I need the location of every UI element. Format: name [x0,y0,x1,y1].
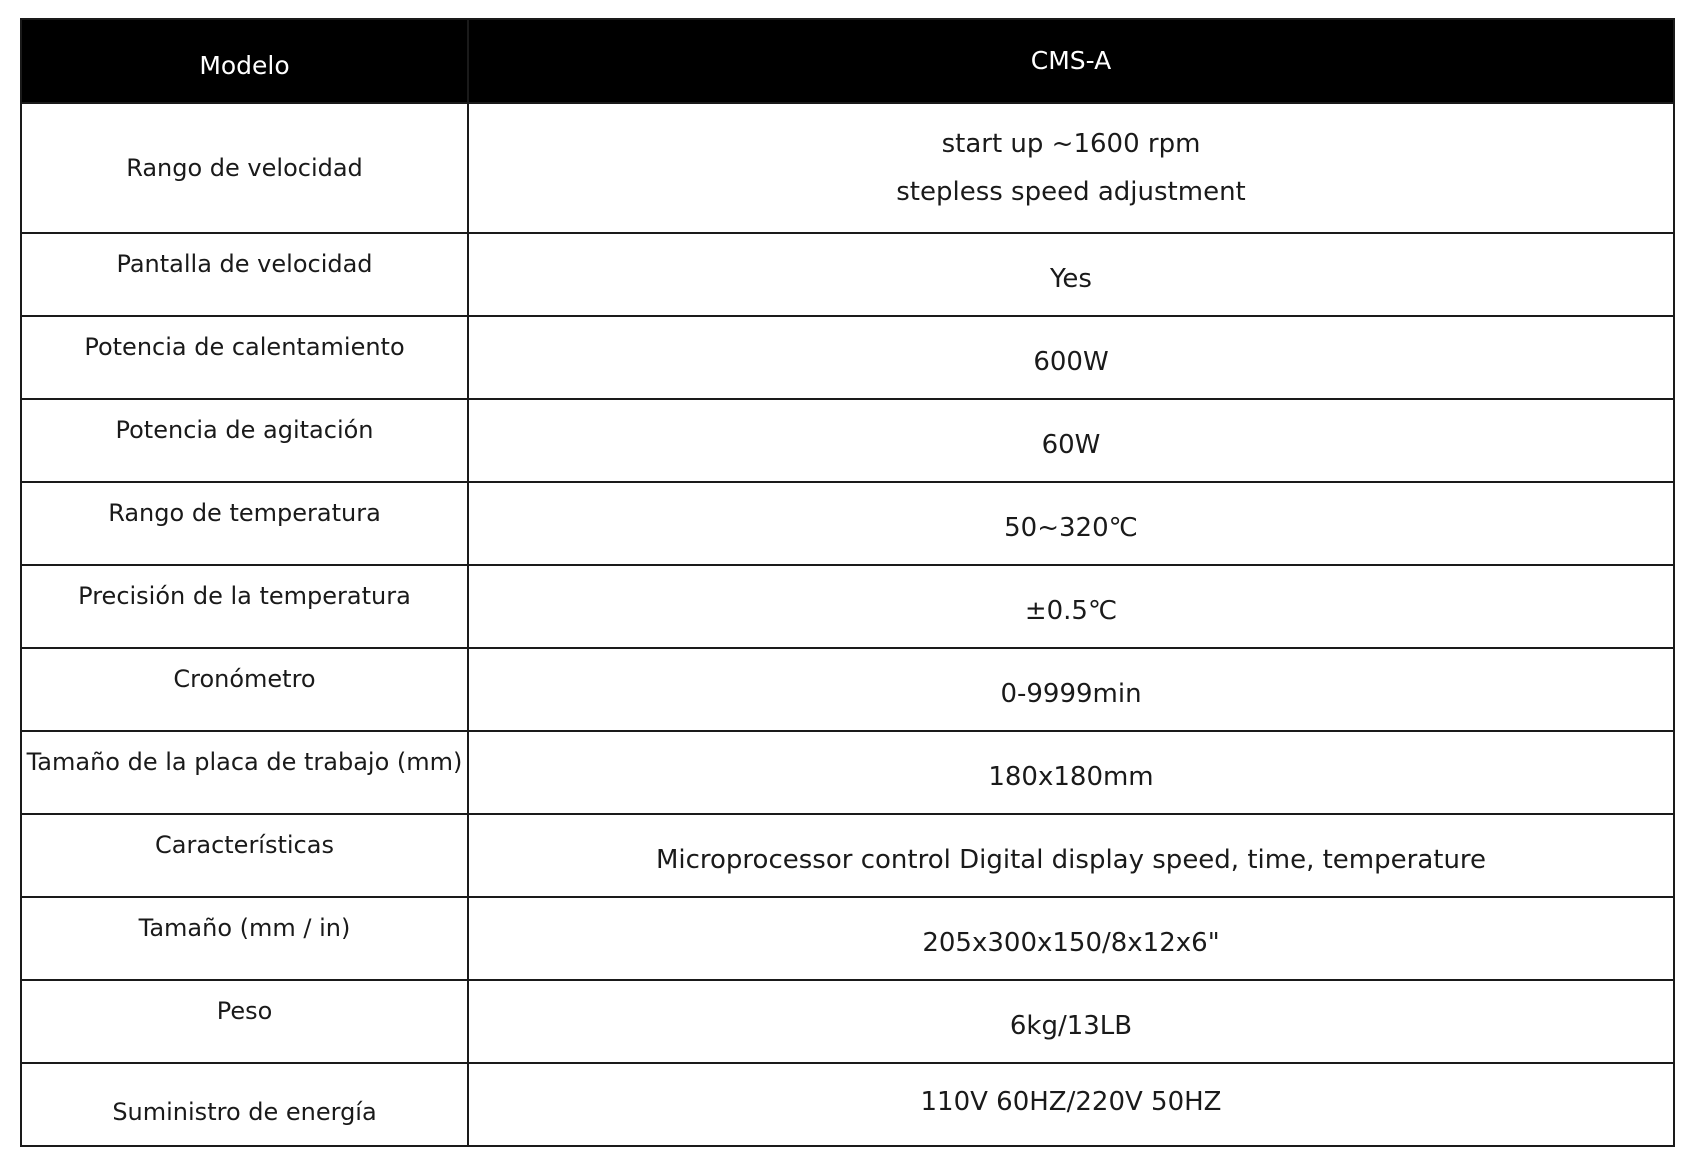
row-value: 60W [468,399,1674,482]
row-label: Tamaño de la placa de trabajo (mm) [21,731,468,814]
row-label: Potencia de calentamiento [21,316,468,399]
table-row [21,482,1674,565]
header-label: Modelo [21,19,468,103]
table-row [21,399,1674,482]
row-value: 6kg/13LB [468,980,1674,1063]
row-value: 205x300x150/8x12x6" [468,897,1674,980]
row-value: Yes [468,233,1674,316]
table-row [21,316,1674,399]
row-label: Peso [21,980,468,1063]
row-label: Características [21,814,468,897]
row-label: Potencia de agitación [21,399,468,482]
row-label: Pantalla de velocidad [21,233,468,316]
row-label: Tamaño (mm / in) [21,897,468,980]
table-row [21,897,1674,980]
table-row [21,233,1674,316]
table-row [21,1063,1674,1146]
row-value: 0-9999min [468,648,1674,731]
row-label: Precisión de la temperatura [21,565,468,648]
row-value: 50~320℃ [468,482,1674,565]
header-model-value: CMS-A [468,19,1674,103]
table-row [21,648,1674,731]
row-value: Microprocessor control Digital display speed, time, temperature [468,814,1674,897]
table-row [21,565,1674,648]
spec-table [20,18,1675,1147]
row-value: 600W [468,316,1674,399]
row-label: Rango de velocidad [21,103,468,233]
row-value [468,103,1674,233]
header-row [21,19,1674,103]
row-value: 110V 60HZ/220V 50HZ [468,1063,1674,1146]
row-value: ±0.5℃ [468,565,1674,648]
row-value-line: stepless speed adjustment [896,177,1246,207]
table-row [21,814,1674,897]
row-label: Cronómetro [21,648,468,731]
row-value: 180x180mm [468,731,1674,814]
table-row [21,980,1674,1063]
row-value-line: start up ~1600 rpm [941,129,1201,159]
table-row [21,731,1674,814]
table-row [21,103,1674,233]
row-label: Rango de temperatura [21,482,468,565]
row-label: Suministro de energía [21,1063,468,1146]
